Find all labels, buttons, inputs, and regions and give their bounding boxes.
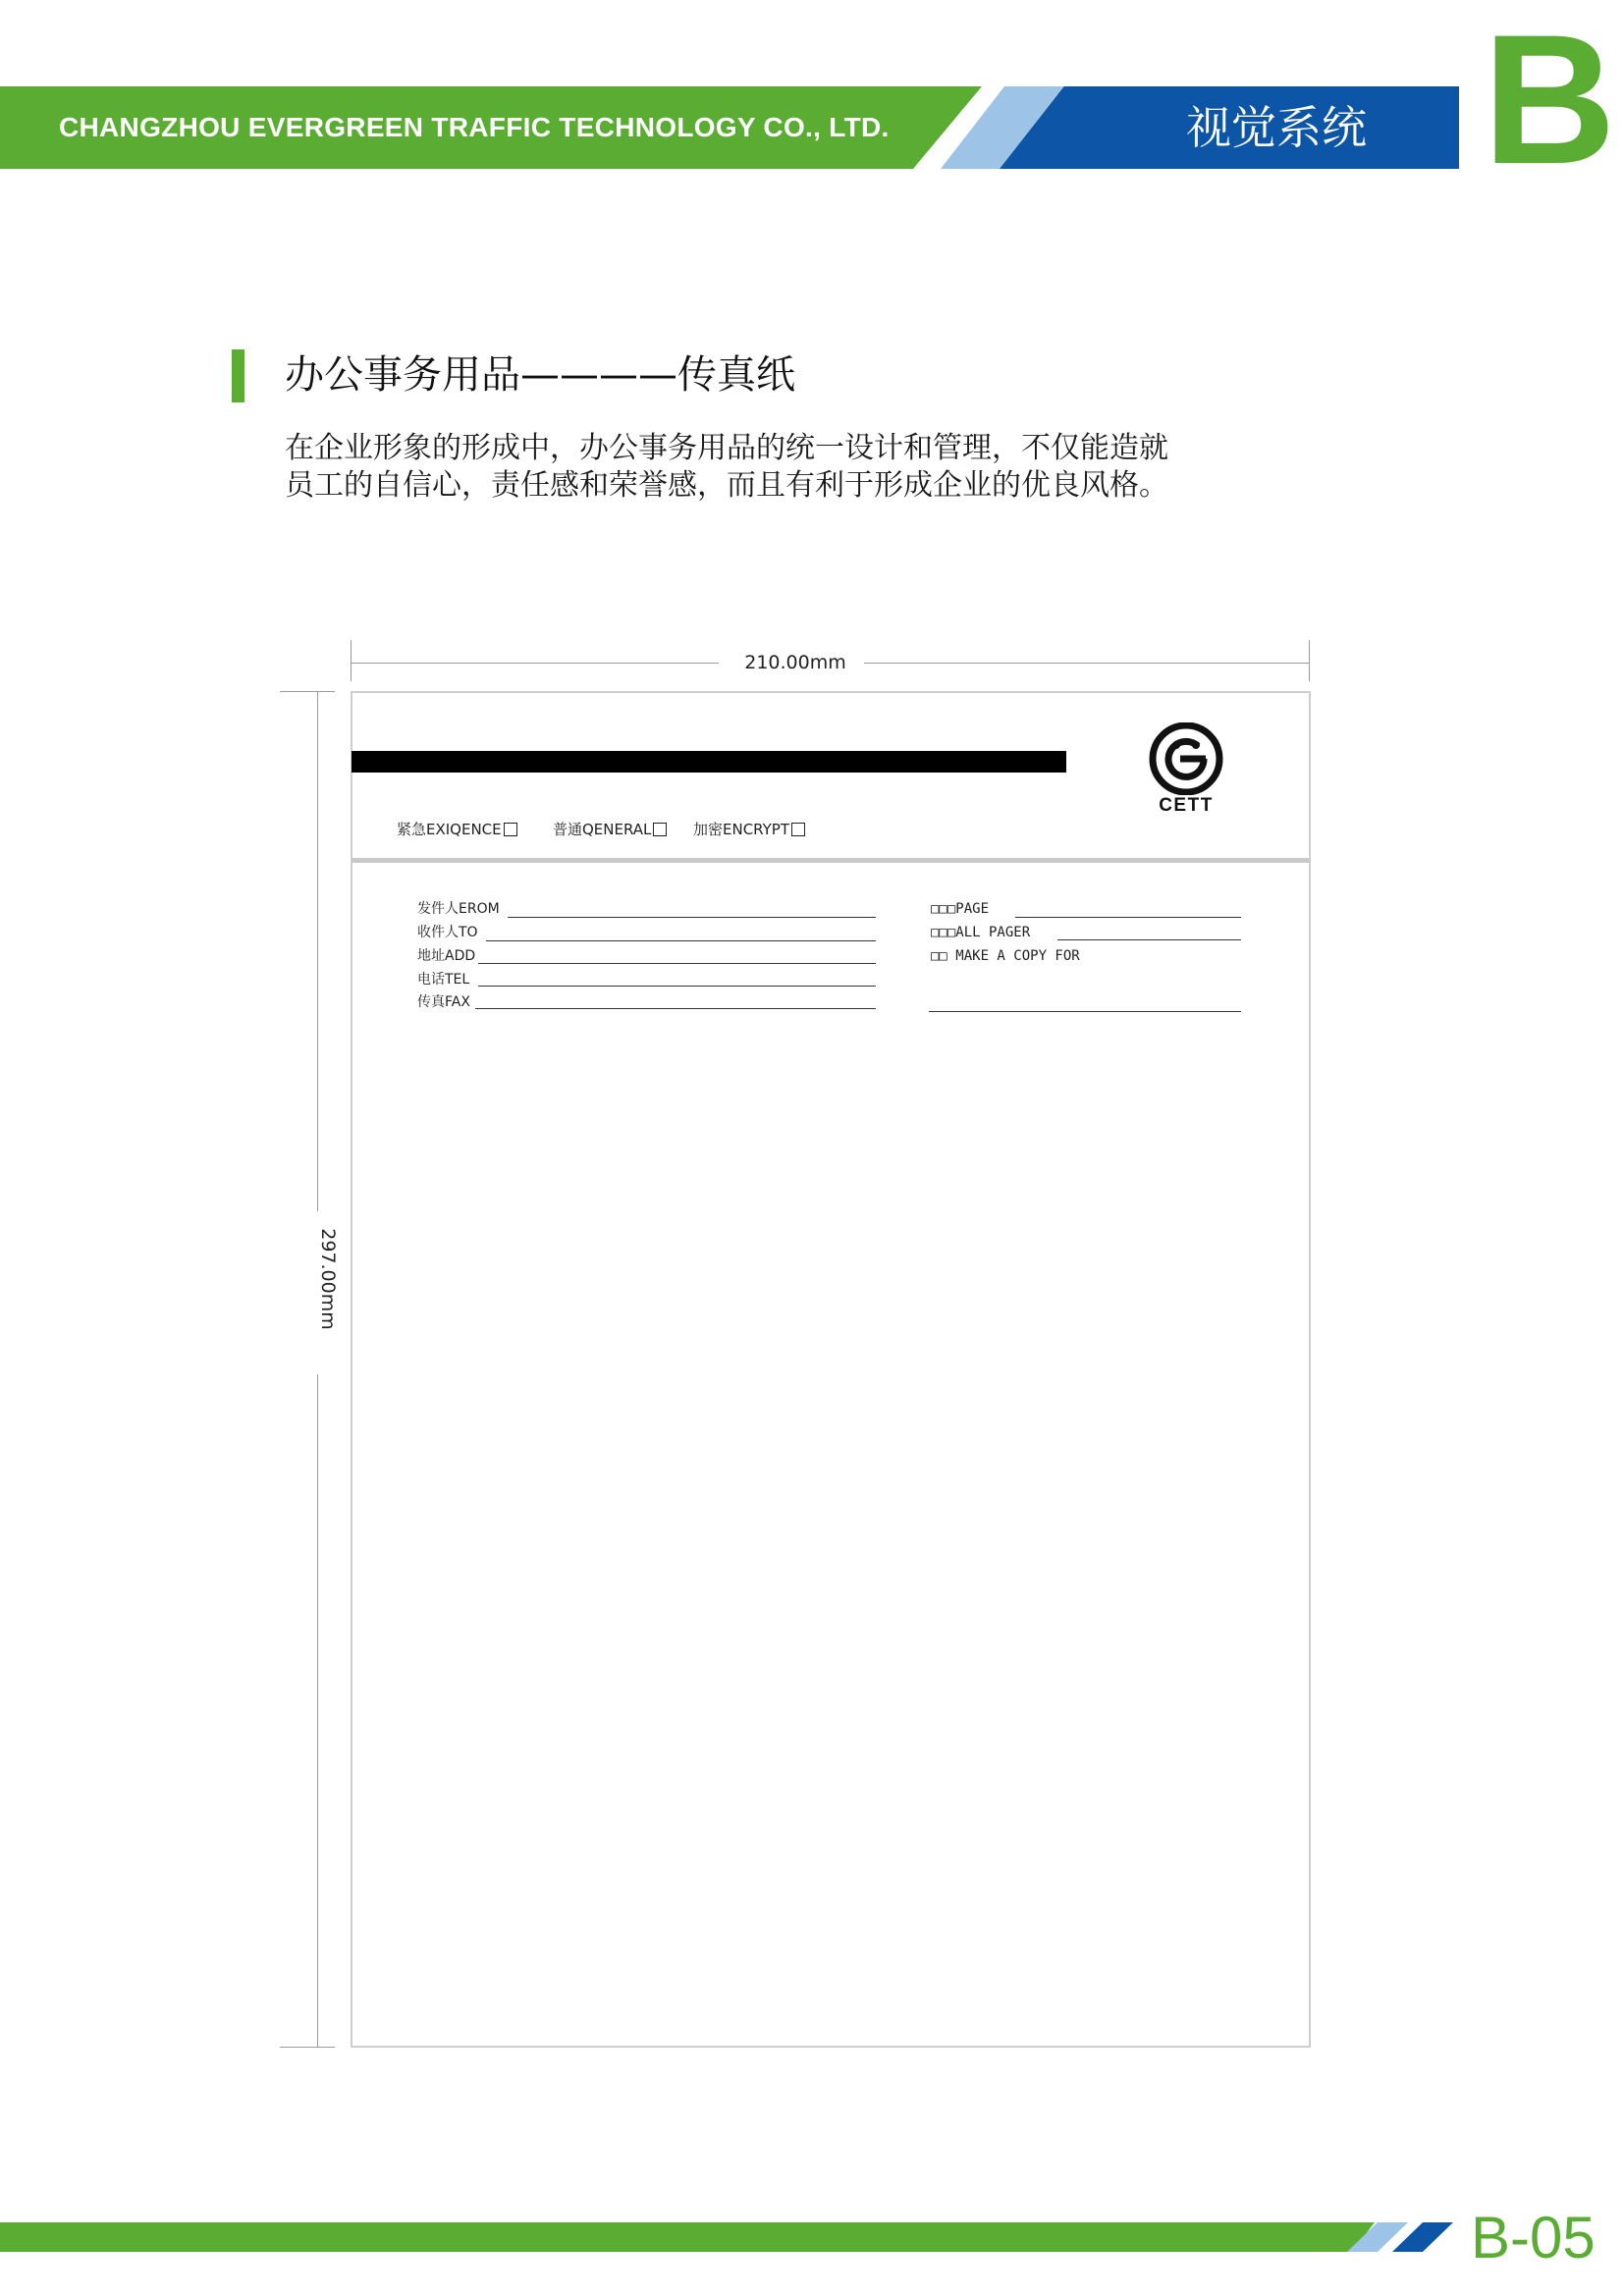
- field-to-line[interactable]: [486, 940, 876, 941]
- dim-height-tick-bottom: [280, 2047, 335, 2048]
- dim-height-line-top: [317, 691, 318, 1211]
- footer-green-band: [0, 2222, 1375, 2252]
- field-fax-line[interactable]: [475, 1008, 876, 1009]
- description-line: 员工的自信心，责任感和荣誉感，而且有利于形成企业的优良风格。: [285, 468, 1168, 503]
- title-accent-bar: [232, 349, 244, 402]
- description-line: 在企业形象的形成中，办公事务用品的统一设计和管理，不仅能造就: [285, 431, 1168, 465]
- logo-text: CETT: [1159, 795, 1214, 816]
- dim-width-tick-right: [1309, 640, 1310, 681]
- company-name: CHANGZHOU EVERGREEN TRAFFIC TECHNOLOGY CO., LTD.: [59, 112, 890, 142]
- description: [285, 430, 1267, 505]
- field-copy-for-label: □□ MAKE A COPY FOR: [931, 948, 1080, 964]
- priority-general: [553, 819, 667, 840]
- dim-height-label: 297.00mm: [317, 1228, 339, 1330]
- field-page-label: □□□PAGE: [931, 901, 990, 917]
- field-copy-for-line[interactable]: [929, 1011, 1241, 1012]
- field-address-line[interactable]: [478, 963, 876, 964]
- section-letter: B: [1483, 0, 1616, 202]
- priority-label: 普通QENERAL: [553, 821, 652, 838]
- field-tel-label: 电话TEL: [417, 972, 470, 988]
- fax-header-bar: [352, 751, 1066, 773]
- field-fax-label: 传真FAX: [417, 994, 470, 1010]
- priority-label: 紧急EXIQENCE: [397, 821, 502, 838]
- checkbox[interactable]: [504, 823, 517, 836]
- section-title: 视觉系统: [1186, 101, 1367, 154]
- field-tel-line[interactable]: [478, 986, 876, 987]
- checkbox[interactable]: [653, 823, 667, 836]
- field-from-label: 发件人EROM: [417, 901, 500, 917]
- page-number: B-05: [1471, 2205, 1596, 2270]
- dim-height-line-bottom: [317, 1374, 318, 2047]
- dim-width-line-right: [864, 663, 1309, 664]
- priority-encrypt: [693, 819, 805, 840]
- dim-width-label: 210.00mm: [744, 652, 846, 673]
- field-from-line[interactable]: [508, 917, 876, 918]
- field-to-label: 收件人TO: [417, 925, 478, 940]
- priority-urgent: [397, 819, 517, 840]
- fax-paper: [351, 691, 1311, 2048]
- dim-width-line-left: [351, 663, 719, 664]
- page-title: 办公事务用品————传真纸: [285, 352, 795, 398]
- priority-label: 加密ENCRYPT: [693, 821, 790, 838]
- field-all-pages-label: □□□ALL PAGER: [931, 925, 1031, 940]
- field-all-pages-line[interactable]: [1057, 939, 1241, 940]
- dim-width-tick-left: [351, 640, 352, 681]
- fax-divider: [352, 858, 1310, 863]
- dim-height-tick-top: [280, 691, 335, 692]
- field-address-label: 地址ADD: [417, 948, 476, 964]
- field-page-line[interactable]: [1015, 917, 1241, 918]
- cett-logo-icon: [1147, 722, 1225, 795]
- checkbox[interactable]: [791, 823, 805, 836]
